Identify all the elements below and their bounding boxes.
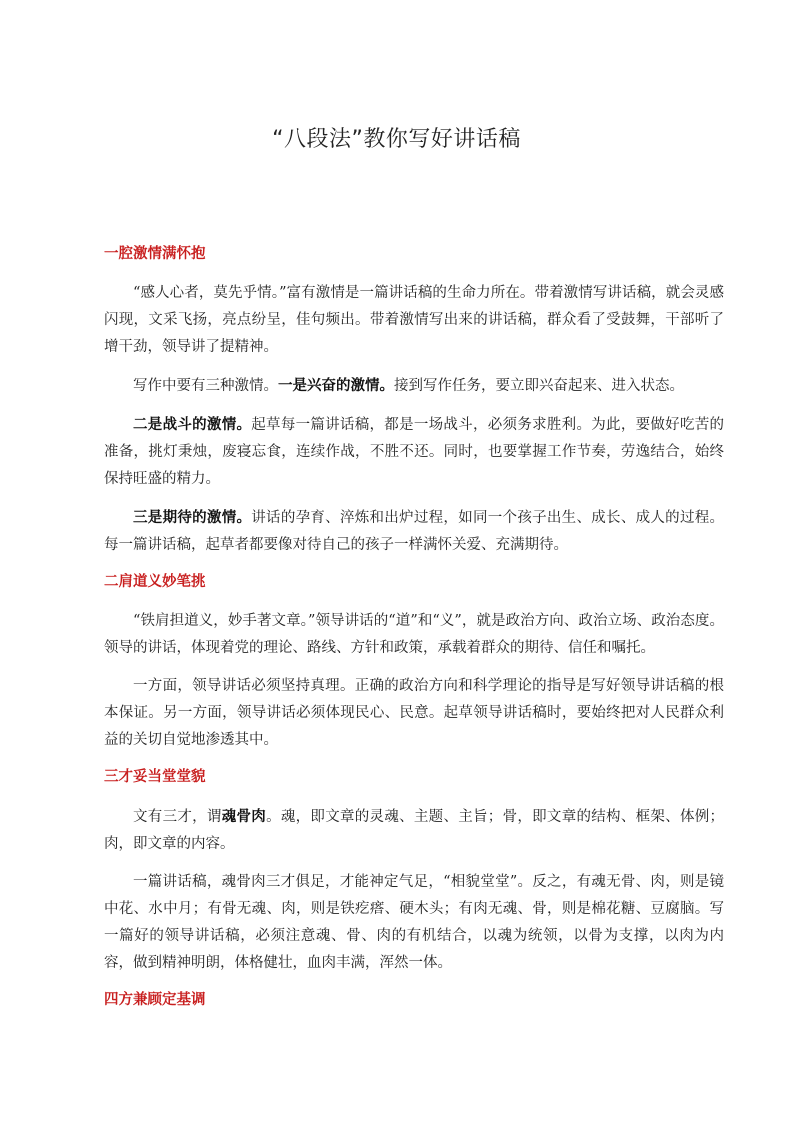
paragraph (104, 411, 724, 493)
paragraph (104, 372, 724, 400)
section-heading: 二肩道义妙笔挑 (104, 573, 206, 590)
section-heading: 一腔激情满怀抱 (104, 245, 206, 262)
paragraph-lead-text: 写作中要有三种激情。 (133, 378, 278, 394)
paragraph-bold-term: 魂骨肉 (221, 808, 267, 825)
section-3 (104, 765, 724, 977)
section-2 (104, 570, 724, 754)
paragraph-bold-lead: 一是兴奋的激情。 (278, 377, 394, 394)
paragraph-text: 接到写作任务，要立即兴奋起来、进入状态。 (394, 378, 684, 394)
paragraph (104, 869, 724, 977)
paragraph-lead-text: 文有三才，谓 (133, 809, 222, 825)
paragraph-text: 。魂，即文章的灵魂、主题、主旨；骨，即文章的结构、框架、体例；肉，即文章的内容。 (104, 809, 725, 852)
section-4 (104, 988, 724, 1012)
paragraph-text: 一篇讲话稿，魂骨肉三才俱足，才能神定气足，“相貌堂堂”。反之，有魂无骨、肉，则是镜中花、水中月；有骨无魂、肉，则是铁疙瘩、硬木头；有肉无魂、骨，则是棉花糖、豆腐脑。写一篇好的领导讲话稿，必须注意魂、骨、肉的有机结合，以魂为统领，以骨为支撑，以肉为内容，做到精神明朗，体格健壮，血肉丰满，浑然一体。 (104, 874, 724, 971)
paragraph (104, 504, 724, 559)
paragraph-text: “铁肩担道义，妙手著文章。”领导讲话的“道”和“义”，就是政治方向、政治立场、政治态度。领导的讲话，体现着党的理论、路线、方针和政策，承载着群众的期待、信任和嘱托。 (104, 613, 724, 656)
section-1 (104, 242, 724, 559)
document-title: “八段法”教你写好讲话稿 (272, 127, 521, 152)
paragraph (104, 608, 724, 662)
paragraph-bold-lead: 三是期待的激情。 (133, 509, 252, 526)
paragraph (104, 280, 724, 361)
paragraph-text: “感人心者，莫先乎情。”富有激情是一篇讲话稿的生命力所在。带着激情写讲话稿，就会灵感闪现，文采飞扬，亮点纷呈，佳句频出。带着激情写出来的讲话稿，群众看了受鼓舞，干部听了增干劲，领导讲了提精神。 (104, 285, 724, 355)
paragraph-text: 起草每一篇讲话稿，都是一场战斗，必须务求胜利。为此，要做好吃苦的准备，挑灯秉烛，废寝忘食，连续作战，不胜不还。同时，也要掌握工作节奏，劳逸结合，始终保持旺盛的精力。 (104, 417, 725, 487)
paragraph (104, 803, 724, 858)
section-heading: 三才妥当堂堂貌 (104, 768, 206, 785)
paragraph (104, 673, 724, 754)
section-heading: 四方兼顾定基调 (104, 991, 206, 1008)
paragraph-text: 讲话的孕育、淬炼和出炉过程，如同一个孩子出生、成长、成人的过程。每一篇讲话稿，起草者都要像对待自己的孩子一样满怀关爱、充满期待。 (104, 510, 725, 553)
paragraph-text: 一方面，领导讲话必须坚持真理。正确的政治方向和科学理论的指导是写好领导讲话稿的根本保证。另一方面，领导讲话必须体现民心、民意。起草领导讲话稿时，要始终把对人民群众利益的关切自觉地渗透其中。 (104, 678, 724, 748)
document-body (104, 242, 724, 1026)
paragraph-bold-lead: 二是战斗的激情。 (133, 416, 252, 433)
